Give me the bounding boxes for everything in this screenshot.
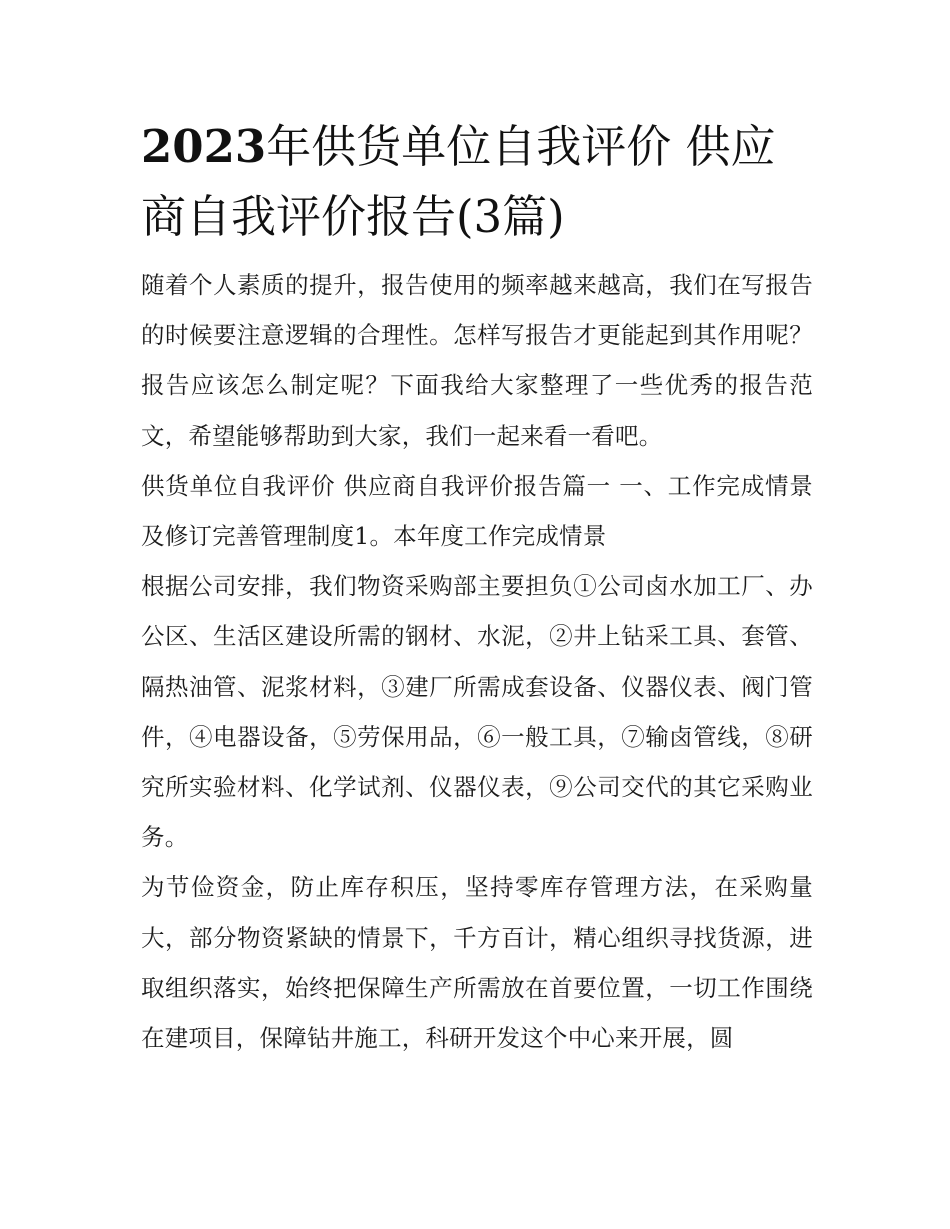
document-title: 2023年供货单位自我评价 供应商自我评价报告(3篇) bbox=[141, 120, 776, 243]
procurement-paragraph: 为节俭资金，防止库存积压，坚持零库存管理方法，在采购量大，部分物资紧缺的情景下，千方百计，精心组织寻找货源，进取组织落实，始终把保障生产所需放在首要位置，一切工作围绕在建项目，保障钻井施工，科研开发这个中心来开展，圆 bbox=[141, 873, 813, 1053]
responsibilities-paragraph: 根据公司安排，我们物资采购部主要担负①公司卤水加工厂、办公区、生活区建设所需的钢材、水泥，②井上钻采工具、套管、隔热油管、泥浆材料，③建厂所需成套设备、仪器仪表、阀门管件，④电器设备，⑤劳保用品，⑥一般工具，⑦输卤管线，⑧研究所实验材料、化学试剂、仪器仪表，⑨公司交代的其它采购业务。 bbox=[141, 572, 813, 852]
document-page bbox=[141, 112, 813, 1063]
intro-paragraph: 随着个人素质的提升，报告使用的频率越来越高，我们在写报告的时候要注意逻辑的合理性。怎样写报告才更能起到其作用呢？报告应该怎么制定呢？下面我给大家整理了一些优秀的报告范文，希望能够帮助到大家，我们一起来看一看吧。 bbox=[141, 271, 813, 450]
section-heading-paragraph: 供货单位自我评价 供应商自我评价报告篇一 一、工作完成情景及修订完善管理制度1。本年度工作完成情景 bbox=[141, 471, 813, 551]
